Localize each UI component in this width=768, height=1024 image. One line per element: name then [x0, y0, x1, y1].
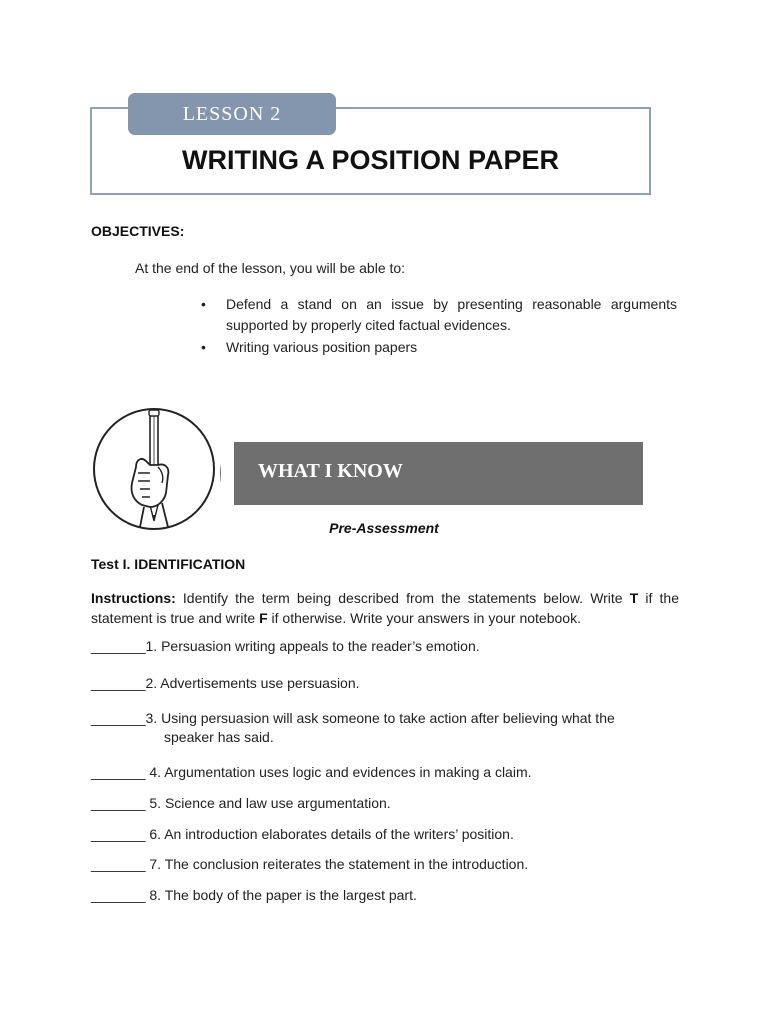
objective-item — [201, 294, 677, 336]
answer-blank: _______ 6. — [91, 826, 165, 842]
false-letter: F — [259, 610, 268, 626]
answer-blank: _______ 7. — [91, 856, 165, 872]
objective-item — [201, 337, 677, 358]
instructions-label: Instructions: — [91, 590, 176, 606]
test-title: Test I. IDENTIFICATION — [91, 556, 246, 572]
objective-text: Writing various position papers — [226, 339, 418, 355]
objectives-list — [201, 294, 677, 359]
pre-assessment-subtitle: Pre-Assessment — [329, 520, 439, 536]
question-item — [91, 674, 360, 693]
answer-blank: _______ 8. — [91, 887, 165, 903]
answer-blank: _______ 4. — [91, 764, 165, 780]
question-text: Using persuasion will ask someone to take action after believing what the — [161, 710, 615, 726]
question-text: The conclusion reiterates the statement in the introduction. — [164, 856, 529, 872]
question-text: Persuasion writing appeals to the reader’s emotion. — [161, 638, 480, 654]
question-item — [91, 855, 528, 874]
lesson-title: WRITING A POSITION PAPER — [181, 145, 559, 175]
question-item — [91, 794, 391, 813]
objectives-intro: At the end of the lesson, you will be able to: — [135, 260, 406, 276]
objective-text: Defend a stand on an issue by presenting reasonable arguments supported by properly cited factual evidences. — [226, 296, 677, 333]
instructions-text-3: if otherwise. Write your answers in your notebook. — [267, 610, 581, 626]
answer-blank: _______1. — [91, 638, 162, 654]
answer-blank: _______2. — [91, 675, 161, 691]
lesson-number-label: LESSON 2 — [182, 102, 282, 125]
instructions-text-2: if the statement is true and write — [91, 590, 680, 626]
question-item — [91, 637, 480, 656]
bullet-icon: • — [201, 296, 206, 312]
lesson-number-tab — [128, 93, 336, 135]
question-text: Argumentation uses logic and evidences in making a claim. — [164, 764, 532, 780]
question-text: The body of the paper is the largest part. — [164, 887, 417, 903]
what-i-know-label: WHAT I KNOW — [258, 460, 403, 482]
question-item — [91, 825, 514, 844]
pencil-in-hand-icon — [92, 407, 216, 531]
question-text: Advertisements use persuasion. — [160, 675, 360, 691]
question-item — [91, 763, 532, 782]
instructions-text-1: Identify the term being described from the statements below. Write — [175, 590, 630, 606]
bullet-icon: • — [201, 339, 206, 355]
true-letter: T — [629, 590, 639, 606]
question-text: Science and law use argumentation. — [164, 795, 391, 811]
question-item — [91, 886, 417, 905]
answer-blank: _______3. — [91, 710, 162, 726]
instructions-paragraph — [91, 588, 679, 628]
question-item — [91, 709, 615, 747]
question-text-continuation: speaker has said. — [164, 729, 274, 745]
objectives-heading: OBJECTIVES: — [91, 223, 185, 239]
question-text: An introduction elaborates details of the writers’ position. — [164, 826, 514, 842]
answer-blank: _______ 5. — [91, 795, 165, 811]
